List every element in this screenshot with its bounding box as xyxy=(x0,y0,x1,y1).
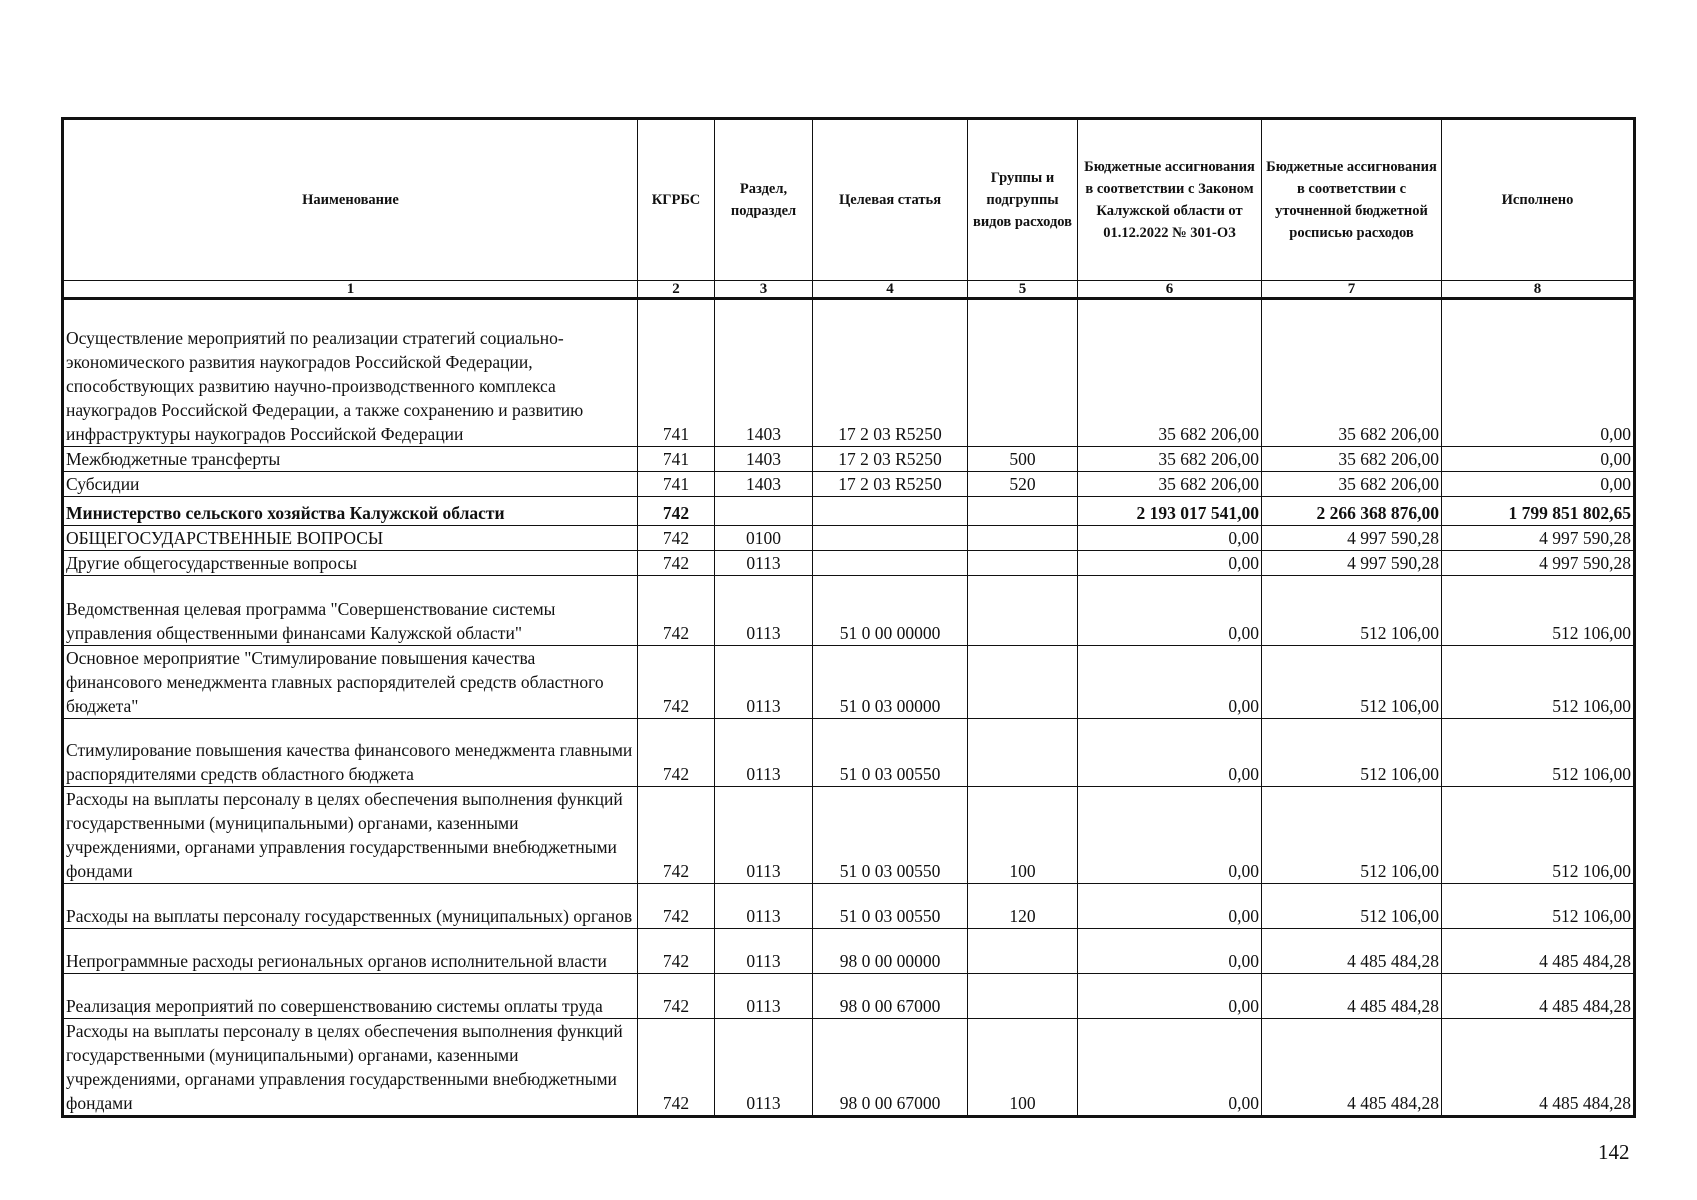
law-appropriation-cell: 35 682 206,00 xyxy=(1078,472,1262,497)
table-row xyxy=(63,974,1635,1019)
kgrbs-cell: 742 xyxy=(638,1019,715,1117)
header-kgrbs: КГРБС xyxy=(638,119,715,281)
expense-group-cell: 500 xyxy=(968,447,1078,472)
section-cell: 0113 xyxy=(715,551,813,576)
executed-cell: 4 997 590,28 xyxy=(1442,526,1635,551)
column-number: 5 xyxy=(968,281,1078,299)
table-body xyxy=(63,299,1635,1117)
section-cell xyxy=(715,497,813,526)
expense-group-cell: 120 xyxy=(968,884,1078,929)
column-number: 8 xyxy=(1442,281,1635,299)
executed-cell: 4 485 484,28 xyxy=(1442,1019,1635,1117)
row-name-cell: Министерство сельского хозяйства Калужской области xyxy=(63,497,638,526)
revised-appropriation-cell: 2 266 368 876,00 xyxy=(1262,497,1442,526)
expense-group-cell xyxy=(968,974,1078,1019)
row-name-cell: Непрограммные расходы региональных органов исполнительной власти xyxy=(63,929,638,974)
row-name-cell: Расходы на выплаты персоналу в целях обеспечения выполнения функций государственными (муниципальными) органами, казенными учреждениями, органами управления государственными внебюджетными фондами xyxy=(63,1019,638,1117)
kgrbs-cell: 742 xyxy=(638,884,715,929)
table-row xyxy=(63,447,1635,472)
kgrbs-cell: 742 xyxy=(638,576,715,646)
table-row xyxy=(63,646,1635,719)
kgrbs-cell: 742 xyxy=(638,646,715,719)
section-cell: 0100 xyxy=(715,526,813,551)
executed-cell: 4 485 484,28 xyxy=(1442,974,1635,1019)
section-cell: 1403 xyxy=(715,472,813,497)
table-row xyxy=(63,472,1635,497)
section-cell: 0113 xyxy=(715,719,813,787)
row-name-cell: Осуществление мероприятий по реализации стратегий социально-экономического развития наукоградов Российской Федерации, способствующих развитию научно-производственного комплекса наукоградов Российской Федерации, а также сохранению и развитию инфраструктуры наукоградов Российской Федерации xyxy=(63,299,638,447)
target-article-cell xyxy=(813,526,968,551)
target-article-cell: 51 0 00 00000 xyxy=(813,576,968,646)
section-cell: 0113 xyxy=(715,576,813,646)
revised-appropriation-cell: 35 682 206,00 xyxy=(1262,299,1442,447)
section-cell: 0113 xyxy=(715,787,813,884)
column-number: 6 xyxy=(1078,281,1262,299)
kgrbs-cell: 742 xyxy=(638,719,715,787)
executed-cell: 512 106,00 xyxy=(1442,576,1635,646)
target-article-cell: 98 0 00 67000 xyxy=(813,974,968,1019)
target-article-cell xyxy=(813,497,968,526)
revised-appropriation-cell: 35 682 206,00 xyxy=(1262,472,1442,497)
table-row xyxy=(63,1019,1635,1117)
target-article-cell: 17 2 03 R5250 xyxy=(813,299,968,447)
target-article-cell: 51 0 03 00000 xyxy=(813,646,968,719)
column-number: 7 xyxy=(1262,281,1442,299)
executed-cell: 1 799 851 802,65 xyxy=(1442,497,1635,526)
law-appropriation-cell: 0,00 xyxy=(1078,526,1262,551)
header-section: Раздел, подраздел xyxy=(715,119,813,281)
table-header xyxy=(63,119,1635,299)
executed-cell: 4 997 590,28 xyxy=(1442,551,1635,576)
law-appropriation-cell: 35 682 206,00 xyxy=(1078,299,1262,447)
revised-appropriation-cell: 35 682 206,00 xyxy=(1262,447,1442,472)
expense-group-cell xyxy=(968,299,1078,447)
revised-appropriation-cell: 512 106,00 xyxy=(1262,884,1442,929)
expense-group-cell xyxy=(968,526,1078,551)
executed-cell: 512 106,00 xyxy=(1442,719,1635,787)
executed-cell: 0,00 xyxy=(1442,447,1635,472)
page-number: 142 xyxy=(1598,1140,1630,1164)
table-row xyxy=(63,551,1635,576)
header-law-appropriations: Бюджетные ассигнования в соответствии с Законом Калужской области от 01.12.2022 № 301-ОЗ xyxy=(1078,119,1262,281)
target-article-cell: 17 2 03 R5250 xyxy=(813,472,968,497)
kgrbs-cell: 741 xyxy=(638,447,715,472)
law-appropriation-cell: 0,00 xyxy=(1078,787,1262,884)
revised-appropriation-cell: 4 997 590,28 xyxy=(1262,526,1442,551)
revised-appropriation-cell: 4 485 484,28 xyxy=(1262,1019,1442,1117)
kgrbs-cell: 742 xyxy=(638,551,715,576)
table-row xyxy=(63,299,1635,447)
kgrbs-cell: 741 xyxy=(638,472,715,497)
table-row xyxy=(63,787,1635,884)
kgrbs-cell: 742 xyxy=(638,526,715,551)
section-cell: 1403 xyxy=(715,299,813,447)
law-appropriation-cell: 35 682 206,00 xyxy=(1078,447,1262,472)
executed-cell: 0,00 xyxy=(1442,472,1635,497)
section-cell: 0113 xyxy=(715,884,813,929)
section-cell: 0113 xyxy=(715,929,813,974)
law-appropriation-cell: 2 193 017 541,00 xyxy=(1078,497,1262,526)
column-number: 3 xyxy=(715,281,813,299)
row-name-cell: Расходы на выплаты персоналу государственных (муниципальных) органов xyxy=(63,884,638,929)
row-name-cell: Ведомственная целевая программа "Совершенствование системы управления общественными финансами Калужской области" xyxy=(63,576,638,646)
budget-execution-table xyxy=(61,117,1636,1118)
header-name: Наименование xyxy=(63,119,638,281)
header-target-article: Целевая статья xyxy=(813,119,968,281)
revised-appropriation-cell: 512 106,00 xyxy=(1262,646,1442,719)
law-appropriation-cell: 0,00 xyxy=(1078,576,1262,646)
law-appropriation-cell: 0,00 xyxy=(1078,719,1262,787)
kgrbs-cell: 742 xyxy=(638,497,715,526)
expense-group-cell xyxy=(968,551,1078,576)
executed-cell: 4 485 484,28 xyxy=(1442,929,1635,974)
expense-group-cell: 520 xyxy=(968,472,1078,497)
law-appropriation-cell: 0,00 xyxy=(1078,1019,1262,1117)
row-name-cell: Стимулирование повышения качества финансового менеджмента главными распорядителями средств областного бюджета xyxy=(63,719,638,787)
header-executed: Исполнено xyxy=(1442,119,1635,281)
expense-group-cell: 100 xyxy=(968,1019,1078,1117)
expense-group-cell xyxy=(968,929,1078,974)
target-article-cell: 51 0 03 00550 xyxy=(813,787,968,884)
row-name-cell: Межбюджетные трансферты xyxy=(63,447,638,472)
executed-cell: 0,00 xyxy=(1442,299,1635,447)
table-row xyxy=(63,576,1635,646)
header-expense-groups: Группы и подгруппы видов расходов xyxy=(968,119,1078,281)
revised-appropriation-cell: 4 485 484,28 xyxy=(1262,974,1442,1019)
target-article-cell: 51 0 03 00550 xyxy=(813,884,968,929)
executed-cell: 512 106,00 xyxy=(1442,646,1635,719)
revised-appropriation-cell: 512 106,00 xyxy=(1262,719,1442,787)
law-appropriation-cell: 0,00 xyxy=(1078,551,1262,576)
expense-group-cell xyxy=(968,497,1078,526)
law-appropriation-cell: 0,00 xyxy=(1078,646,1262,719)
kgrbs-cell: 741 xyxy=(638,299,715,447)
expense-group-cell xyxy=(968,576,1078,646)
header-revised-appropriations: Бюджетные ассигнования в соответствии с уточненной бюджетной росписью расходов xyxy=(1262,119,1442,281)
target-article-cell: 17 2 03 R5250 xyxy=(813,447,968,472)
section-cell: 0113 xyxy=(715,1019,813,1117)
column-numbers-row xyxy=(63,281,1635,299)
row-name-cell: Субсидии xyxy=(63,472,638,497)
section-cell: 1403 xyxy=(715,447,813,472)
column-number: 1 xyxy=(63,281,638,299)
kgrbs-cell: 742 xyxy=(638,929,715,974)
target-article-cell: 98 0 00 67000 xyxy=(813,1019,968,1117)
revised-appropriation-cell: 512 106,00 xyxy=(1262,576,1442,646)
row-name-cell: ОБЩЕГОСУДАРСТВЕННЫЕ ВОПРОСЫ xyxy=(63,526,638,551)
column-number: 4 xyxy=(813,281,968,299)
expense-group-cell xyxy=(968,646,1078,719)
law-appropriation-cell: 0,00 xyxy=(1078,974,1262,1019)
row-name-cell: Основное мероприятие "Стимулирование повышения качества финансового менеджмента главных распорядителей средств областного бюджета" xyxy=(63,646,638,719)
table-row xyxy=(63,719,1635,787)
target-article-cell: 51 0 03 00550 xyxy=(813,719,968,787)
target-article-cell: 98 0 00 00000 xyxy=(813,929,968,974)
kgrbs-cell: 742 xyxy=(638,787,715,884)
executed-cell: 512 106,00 xyxy=(1442,787,1635,884)
executed-cell: 512 106,00 xyxy=(1442,884,1635,929)
row-name-cell: Расходы на выплаты персоналу в целях обеспечения выполнения функций государственными (муниципальными) органами, казенными учреждениями, органами управления государственными внебюджетными фондами xyxy=(63,787,638,884)
section-cell: 0113 xyxy=(715,646,813,719)
table-row xyxy=(63,497,1635,526)
table-row xyxy=(63,929,1635,974)
revised-appropriation-cell: 4 485 484,28 xyxy=(1262,929,1442,974)
kgrbs-cell: 742 xyxy=(638,974,715,1019)
revised-appropriation-cell: 4 997 590,28 xyxy=(1262,551,1442,576)
target-article-cell xyxy=(813,551,968,576)
section-cell: 0113 xyxy=(715,974,813,1019)
row-name-cell: Реализация мероприятий по совершенствованию системы оплаты труда xyxy=(63,974,638,1019)
law-appropriation-cell: 0,00 xyxy=(1078,884,1262,929)
law-appropriation-cell: 0,00 xyxy=(1078,929,1262,974)
table-row xyxy=(63,884,1635,929)
expense-group-cell: 100 xyxy=(968,787,1078,884)
revised-appropriation-cell: 512 106,00 xyxy=(1262,787,1442,884)
column-number: 2 xyxy=(638,281,715,299)
row-name-cell: Другие общегосударственные вопросы xyxy=(63,551,638,576)
table-row xyxy=(63,526,1635,551)
expense-group-cell xyxy=(968,719,1078,787)
